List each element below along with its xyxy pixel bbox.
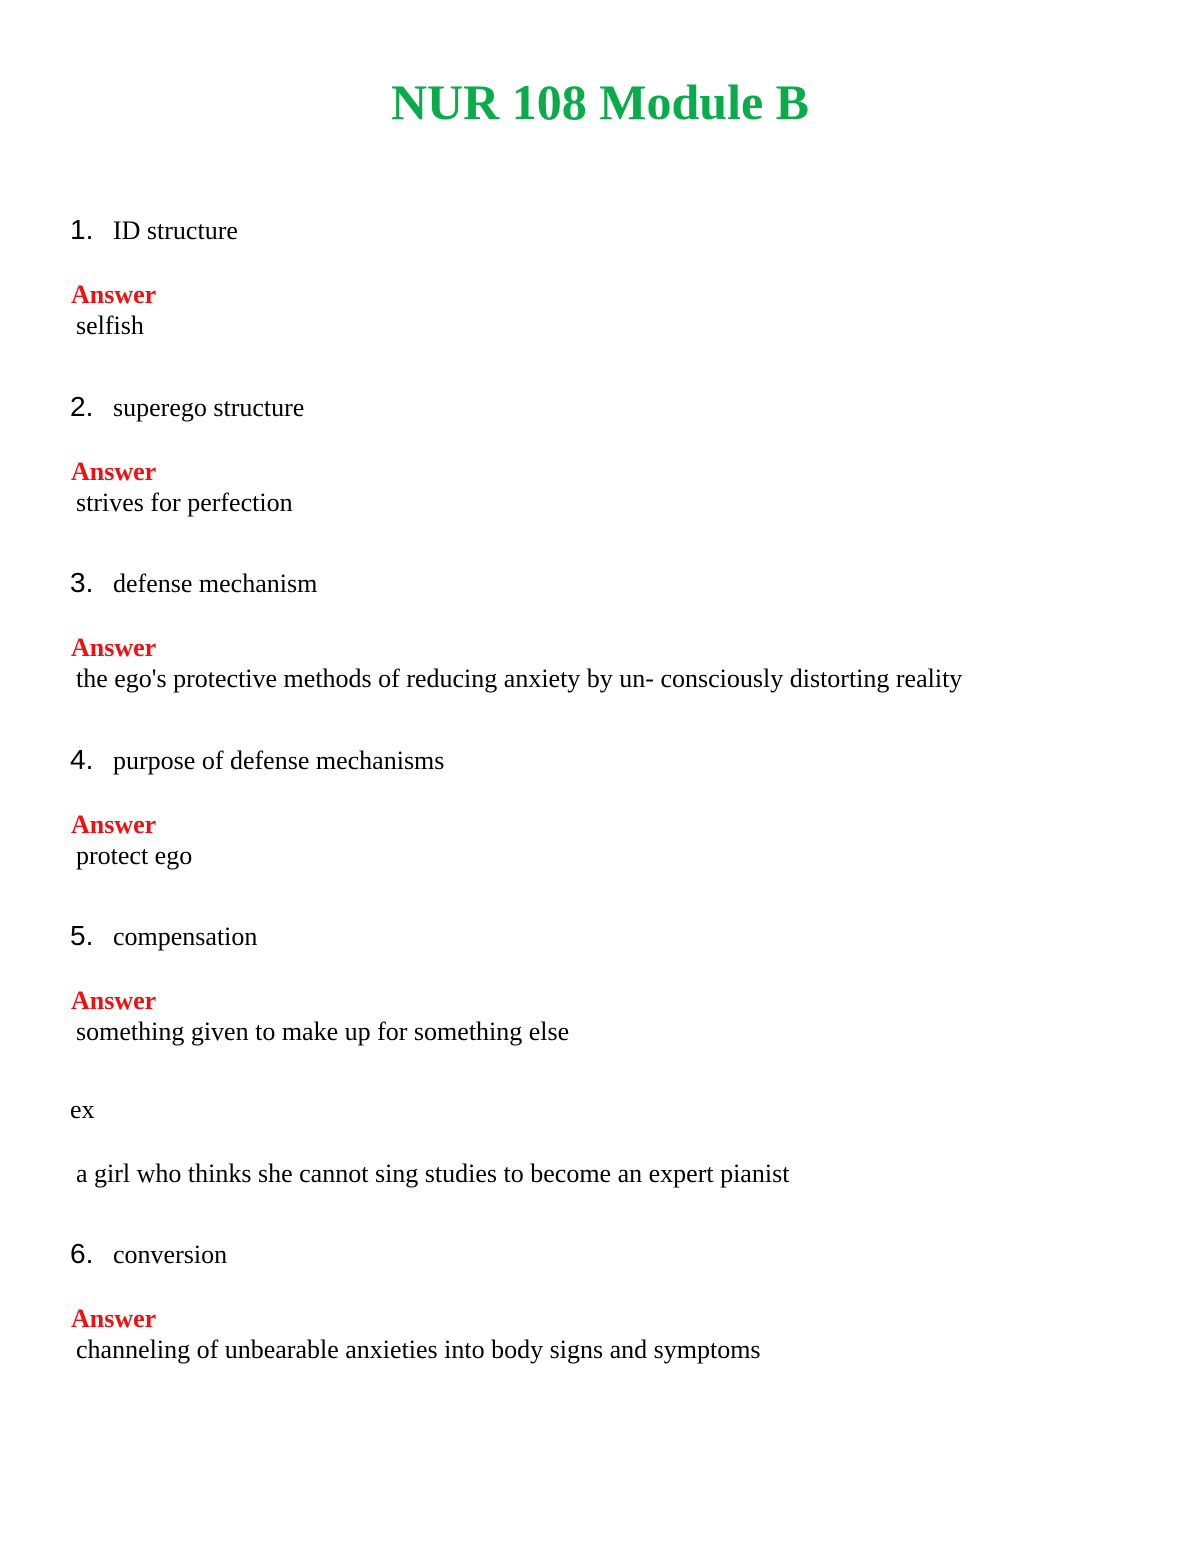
question-term: compensation xyxy=(113,922,258,951)
question-item-3 xyxy=(70,567,1150,693)
question-item-5 xyxy=(70,920,1150,1188)
question-term: ID structure xyxy=(113,216,238,245)
answer-label: Answer xyxy=(71,1304,157,1333)
example-label: ex xyxy=(70,1095,95,1124)
answer-text: channeling of unbearable anxieties into body signs and symptoms xyxy=(76,1335,761,1364)
example-text: a girl who thinks she cannot sing studies to become an expert pianist xyxy=(76,1159,790,1188)
question-number: 4. xyxy=(70,744,94,775)
answer-text: something given to make up for something else xyxy=(76,1017,570,1046)
question-number: 5. xyxy=(70,920,94,951)
question-term: purpose of defense mechanisms xyxy=(113,746,445,775)
answer-label: Answer xyxy=(71,633,157,662)
answer-text: the ego's protective methods of reducing anxiety by un- consciously distorting reality xyxy=(76,664,963,693)
answer-label: Answer xyxy=(71,986,157,1015)
question-item-6 xyxy=(70,1238,1150,1364)
answer-text: strives for perfection xyxy=(76,488,293,517)
question-term: conversion xyxy=(113,1240,228,1269)
answer-label: Answer xyxy=(71,810,157,839)
page-title: NUR 108 Module B xyxy=(390,74,810,130)
answer-text: selfish xyxy=(76,311,144,340)
answer-label: Answer xyxy=(71,457,157,486)
question-item-2 xyxy=(70,391,1150,517)
question-number: 6. xyxy=(70,1238,94,1269)
question-item-4 xyxy=(70,744,1150,870)
question-number: 3. xyxy=(70,567,94,598)
answer-text: protect ego xyxy=(76,841,193,870)
question-item-1 xyxy=(70,214,1150,340)
question-term: defense mechanism xyxy=(113,569,318,598)
question-number: 1. xyxy=(70,214,94,245)
answer-label: Answer xyxy=(71,280,157,309)
question-term: superego structure xyxy=(113,393,305,422)
question-number: 2. xyxy=(70,391,94,422)
